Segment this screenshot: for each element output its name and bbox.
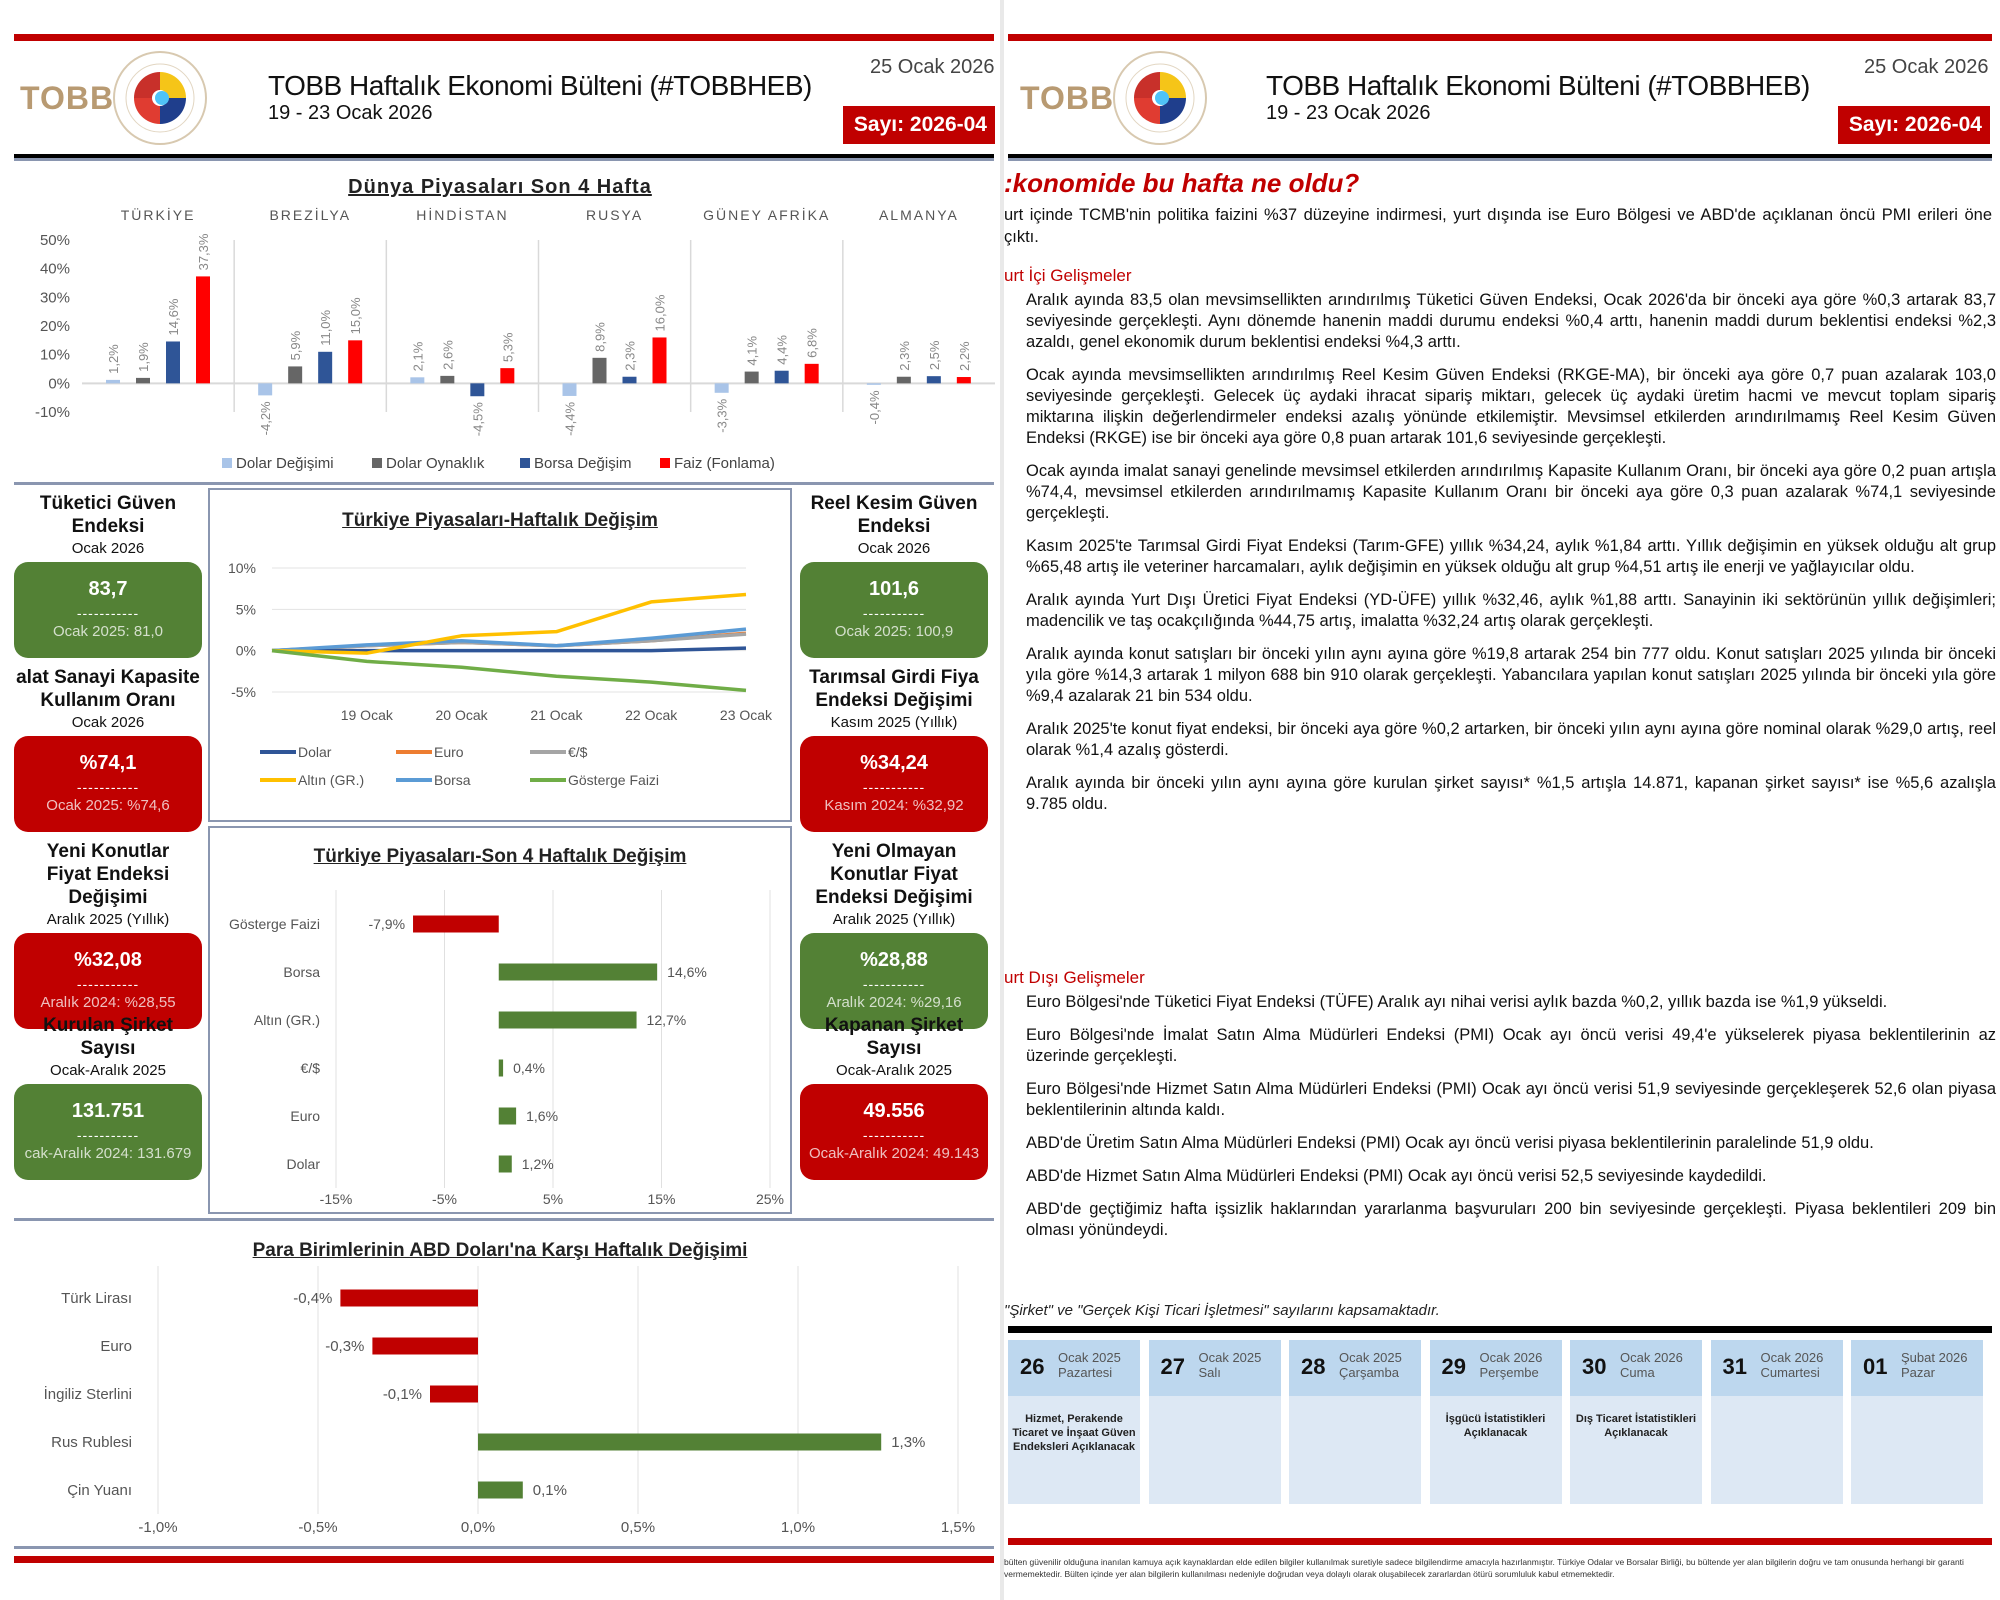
calendar-day-header <box>1430 1340 1562 1396</box>
data-label: 11,0% <box>318 309 334 346</box>
disclaimer: bülten güvenilir olduğuna inanılan kamuya açık kaynaklardan elde edilen bilgiler kullanılmak suretiyle sadece bilgilendirme amacıyla hazırlanmıştır. Türkiye Odalar ve Borsalar Birliği, bu bültende yer alan bilgilerin doğru ve tam onusunda herhangi bir garanti vermemektedir. Bülten içinde yer alan bilgilerin kullanılması nedeniyle doğrudan veya dolaylı olarak oluşabilecek zararlardan ötürü sorumluluk kabul etmemektedir. <box>1004 1557 1964 1579</box>
bottom-red-rule <box>1008 1538 1992 1545</box>
category-label: Borsa <box>283 964 320 980</box>
bar <box>136 378 150 383</box>
kpi-period: Ocak-Aralık 2025 <box>836 1062 952 1079</box>
legend-label: Borsa <box>434 772 471 788</box>
calendar-day-meta <box>1901 1350 1968 1380</box>
legend-label: Altın (GR.) <box>298 772 365 788</box>
bar <box>348 340 362 383</box>
calendar-month: Ocak 2025 <box>1339 1350 1402 1365</box>
kpi-title-line: Tarımsal Girdi Fiya <box>809 667 979 688</box>
kpi-divider: ----------- <box>862 779 926 795</box>
bar <box>196 276 210 383</box>
bulletin-page-news <box>1004 0 2000 1600</box>
world-markets-chart <box>0 200 1000 480</box>
bar <box>499 1012 637 1029</box>
kpi-period: Aralık 2025 (Yıllık) <box>832 911 956 928</box>
foreign-heading: urt Dışı Gelişmeler <box>1004 968 1145 987</box>
kpi-divider: ----------- <box>862 1127 926 1143</box>
category-label: Rus Rublesi <box>51 1434 132 1451</box>
bar <box>593 358 607 384</box>
x-tick-label: 25% <box>755 1191 785 1207</box>
bar <box>499 964 657 981</box>
calendar-month: Ocak 2026 <box>1479 1350 1543 1365</box>
bar <box>288 366 302 383</box>
calendar-day-meta <box>1199 1350 1262 1380</box>
bar <box>106 380 120 383</box>
bar <box>499 1156 512 1173</box>
kpi-value: 83,7 <box>88 578 128 600</box>
data-label: -0,4% <box>293 1290 333 1307</box>
data-label: 4,4% <box>774 335 790 365</box>
kpi-divider: ----------- <box>76 779 140 795</box>
series-line <box>272 651 746 691</box>
bar <box>413 916 499 933</box>
bar <box>340 1290 478 1307</box>
bar <box>318 352 332 384</box>
bulletin-date: 25 Ocak 2026 <box>1864 56 1989 78</box>
bar <box>478 1482 523 1499</box>
kpi-period: Ocak 2026 <box>857 540 931 557</box>
kpi-title-line: Kurulan Şirket <box>43 1015 173 1036</box>
kpi-title-line: Reel Kesim Güven <box>810 493 978 514</box>
y-tick-label: -5% <box>231 684 256 700</box>
bulletin-title: TOBB Haftalık Ekonomi Bülteni (#TOBBHEB) <box>268 70 812 101</box>
four-week-bar-chart <box>210 880 790 1210</box>
data-label: -4,2% <box>258 401 274 436</box>
calendar-day <box>1289 1340 1421 1504</box>
y-tick-label: 20% <box>39 318 70 335</box>
calendar-weekday: Cumartesi <box>1760 1365 1820 1380</box>
data-label: -0,3% <box>325 1338 365 1355</box>
category-label: Gösterge Faizi <box>228 916 320 932</box>
data-label: 14,6% <box>166 298 181 336</box>
kpi-previous: Ocak 2025: 100,9 <box>834 623 954 640</box>
calendar-weekday: Perşembe <box>1479 1365 1539 1380</box>
news-paragraph: ABD'de geçtiğimiz hafta işsizlik haklarından yararlanma başvuruları 200 bin seviyesinde gerçekleşti. Piyasa beklentileri 209 bin olması yönündeydi. <box>1026 1200 1996 1239</box>
header-black-rule <box>1008 154 1992 161</box>
kpi-card <box>14 562 202 658</box>
category-label: İngiliz Sterlini <box>43 1386 132 1403</box>
calendar-day <box>1008 1340 1140 1504</box>
news-paragraph: ABD'de Hizmet Satın Alma Müdürleri Endeksi (PMI) Ocak ayı öncü verisi 52,5 seviyesinde kaydedildi. <box>1026 1167 1767 1185</box>
calendar-day <box>1149 1340 1281 1504</box>
issue-badge: Sayı: 2026-04 <box>1838 106 1990 144</box>
x-tick-label: 1,0% <box>780 1519 816 1536</box>
data-label: 8,9% <box>592 322 608 352</box>
calendar-month: Ocak 2026 <box>1760 1350 1824 1365</box>
kpi-title-line: Endeksi <box>71 516 145 537</box>
news-paragraph: Ocak ayında imalat sanayi genelinde mevsimsel etkilerden arındırılmış Kapasite Kullanım Oranı, bir önceki aya göre 0,2 puan artışla %74,4, mevsimsel etkilerden arındırılmamış Kapasite Kullanım Oranı bir önceki aya göre 0,3 puan azalarak %74,1 seviyesinde gerçekleşti. <box>1026 462 1996 522</box>
legend-label: Gösterge Faizi <box>568 772 660 788</box>
legend-label: Borsa Değişim <box>534 455 632 472</box>
category-label: ALMANYA <box>878 207 959 223</box>
kpi-title-line: Yeni Olmayan <box>831 841 957 862</box>
calendar-day <box>1570 1340 1702 1504</box>
bulletin-period: 19 - 23 Ocak 2026 <box>268 102 433 124</box>
bar <box>500 368 514 383</box>
calendar-month: Ocak 2026 <box>1620 1350 1683 1365</box>
section-divider <box>14 1218 994 1221</box>
kpi-value: 101,6 <box>868 578 920 600</box>
bar <box>440 376 454 383</box>
legend-label: Faiz (Fonlama) <box>674 455 775 472</box>
kpi-card <box>14 1084 202 1180</box>
kpi-period: Ocak 2026 <box>71 540 145 557</box>
kpi-value: 49.556 <box>863 1100 925 1122</box>
data-label: 1,3% <box>891 1434 926 1451</box>
data-label: 0,4% <box>513 1060 546 1076</box>
y-tick-label: 10% <box>39 346 70 364</box>
data-label: 4,1% <box>744 335 760 366</box>
currency-bar-chart <box>0 1266 1000 1542</box>
x-tick-label: 21 Ocak <box>530 707 583 723</box>
bar <box>653 337 667 383</box>
calendar-month: Ocak 2025 <box>1058 1350 1121 1365</box>
news-paragraph: Aralık ayında bir önceki yılın aynı ayına göre kurulan şirket sayısı* %1,5 artışla 14.871, kapanan şirket sayısı* ise %5,6 azalışla 9.785 oldu. <box>1026 774 1996 813</box>
kpi-previous: Ocak 2025: %74,6 <box>46 797 170 814</box>
kpi-title-line: Sayısı <box>80 1038 136 1059</box>
issue-badge: Sayı: 2026-04 <box>843 106 995 144</box>
calendar-day <box>1711 1340 1843 1504</box>
bar <box>867 383 881 385</box>
calendar-event: Dış Ticaret İstatistikleri Açıklanacak <box>1575 1413 1697 1439</box>
calendar-weekday: Çarşamba <box>1339 1365 1399 1380</box>
calendar-day-header <box>1149 1340 1281 1396</box>
bar <box>258 383 272 395</box>
data-label: 1,2% <box>521 1156 554 1172</box>
bar <box>745 372 759 384</box>
bottom-red-rule <box>14 1556 994 1563</box>
kpi-title-line: alat Sanayi Kapasite <box>16 667 200 688</box>
calendar-day-meta <box>1761 1350 1824 1380</box>
news-intro: urt içinde TCMB'nin politika faizini %37 düzeyine indirmesi, yurt dışında ise Euro Bölgesi ve ABD'de açıklanan öncü PMI erileri öne çıktı. <box>1004 206 1992 246</box>
kpi-card <box>800 562 988 658</box>
calendar-day-meta <box>1339 1350 1402 1380</box>
y-tick-label: 5% <box>235 601 256 618</box>
foreign-news-list <box>1026 992 1996 1253</box>
kpi-value: %34,24 <box>860 752 928 774</box>
kpi-card <box>14 736 202 832</box>
calendar-day-meta <box>1058 1350 1121 1380</box>
calendar-weekday: Salı <box>1198 1365 1221 1380</box>
category-label: Euro <box>290 1108 320 1124</box>
category-label: €/$ <box>300 1060 320 1076</box>
news-paragraph: Ocak ayında mevsimsellikten arındırılmış Reel Kesim Güven Endeksi (RKGE-MA), bir önceki aya göre 0,7 puan azalarak 103,0 seviyesinde gerçekleşti. Gelecek üç aydaki ihracat sipariş miktarı, gelecek üç aydaki üretim hacmi ve mevcut toplam sipariş miktarına ilişkin değerlendirmeler endeksi azalış yönünde etkilemiştir. Mevsimsel etkilerden arındırılmamış Reel Kesim Güven Endeksi (RKGE) ise bir önceki aya göre 0,8 puan artarak 101,6 seviyesinde gerçekleşti. <box>1026 366 1996 447</box>
kpi-value: %74,1 <box>79 752 137 774</box>
kpi-divider: ----------- <box>862 605 926 621</box>
calendar-day-header <box>1008 1340 1140 1396</box>
kpi-period: Ocak-Aralık 2025 <box>50 1062 166 1079</box>
kpi-divider: ----------- <box>76 1127 140 1143</box>
category-label: GÜNEY AFRİKA <box>703 207 831 223</box>
kpi-value: 131.751 <box>71 1100 145 1122</box>
category-label: Çin Yuanı <box>67 1482 132 1499</box>
data-label: 2,6% <box>440 340 456 370</box>
x-tick-label: 0,5% <box>620 1519 656 1536</box>
x-tick-label: 23 Ocak <box>719 707 773 723</box>
kpi-previous: Ocak 2025: 81,0 <box>52 623 164 640</box>
calendar-day-number: 29 <box>1441 1354 1466 1379</box>
calendar-day <box>1430 1340 1562 1504</box>
calendar-day-meta <box>1480 1350 1543 1380</box>
calendar-day-number: 26 <box>1020 1354 1045 1379</box>
category-label: TÜRKİYE <box>120 207 196 223</box>
category-label: Dolar <box>286 1156 320 1172</box>
kpi-title-line: Kapanan Şirket <box>824 1015 964 1036</box>
calendar-month: Ocak 2025 <box>1198 1350 1262 1365</box>
bar <box>623 377 637 384</box>
news-paragraph: Aralık ayında konut satışları bir önceki yılın aynı ayına göre %19,8 artarak 254 bin 777 oldu. Konut satışları 2025 yılında bir önceki yıla göre %14,3 artarak 1 milyon 688 bin 910 olarak gerçekleşti. Yabancılara yapılan konut satışları 2025 yılında bir önceki yıla göre %9,4 azalarak 21 bin 534 oldu. <box>1026 645 1996 705</box>
news-paragraph: Aralık ayında Yurt Dışı Üretici Fiyat Endeksi (YD-ÜFE) yıllık %32,46, aylık %1,88 arttı. Sanayinin iki sektörünün yıllık değişimleri; madencilik ve taş ocakçılığında %44,75 artış, imalatta %32,24 artış olarak gerçekleşti. <box>1026 591 1996 630</box>
kpi-previous: cak-Aralık 2024: 131.679 <box>24 1145 192 1162</box>
kpi-period: Aralık 2025 (Yıllık) <box>46 911 170 928</box>
bulletin-date: 25 Ocak 2026 <box>870 56 995 78</box>
data-label: 12,7% <box>646 1012 687 1028</box>
kpi-title-line: Endeksi Değişimi <box>815 887 973 908</box>
data-label: 15,0% <box>348 297 364 335</box>
domestic-heading: urt İçi Gelişmeler <box>1004 266 1132 285</box>
data-label: 5,9% <box>288 330 304 361</box>
calendar-weekday: Pazartesi <box>1058 1365 1113 1380</box>
bar <box>499 1060 503 1077</box>
x-tick-label: 15% <box>647 1191 676 1207</box>
y-tick-label: -10% <box>34 404 70 421</box>
x-tick-label: 5% <box>542 1191 564 1207</box>
data-label: 1,2% <box>106 344 121 374</box>
domestic-news-list <box>1026 290 1996 827</box>
x-tick-label: 1,5% <box>940 1519 976 1536</box>
bar <box>372 1338 478 1355</box>
four-week-chart-title: Türkiye Piyasaları-Son 4 Haftalık Değişim <box>313 846 687 867</box>
news-paragraph: Aralık 2025'te konut fiyat endeksi, bir önceki aya göre %0,2 artarken, bir önceki yılın aynı ayına göre nominal olarak %29,0 artış, reel olarak %1,4 azalış gösterdi. <box>1026 720 1996 759</box>
data-label: 5,3% <box>500 332 516 363</box>
calendar-month: Şubat 2026 <box>1901 1350 1968 1365</box>
y-tick-label: 40% <box>39 260 70 278</box>
data-label: -4,5% <box>470 402 486 437</box>
weekly-chart-title: Türkiye Piyasaları-Haftalık Değişim <box>342 510 658 531</box>
bar <box>957 377 971 383</box>
data-label: 2,3% <box>622 341 638 371</box>
news-paragraph: Aralık ayında 83,5 olan mevsimsellikten arındırılmış Tüketici Güven Endeksi, Ocak 2026'da bir önceki aya göre %0,3 artarak 83,7 seviyesinde gerçekleşti. Aynı dönemde hanenin maddi durumu endeksi %0,4 arttı, hanenin maddi durum beklentisi endeksi %2,3 azaldı, genel ekonomik durum beklentisi endeksi %4,3 arttı. <box>1026 291 1996 351</box>
kpi-previous: Ocak-Aralık 2024: 49.143 <box>808 1145 980 1162</box>
calendar-black-rule <box>1008 1326 1992 1333</box>
data-label: 2,2% <box>956 341 972 372</box>
kpi-title-line: Endeksi <box>857 516 931 537</box>
x-tick-label: 19 Ocak <box>340 707 393 723</box>
legend-swatch <box>222 458 232 468</box>
kpi-title-line: Fiyat Endeksi <box>46 864 170 885</box>
news-heading: :konomide bu hafta ne oldu? <box>1004 168 1360 198</box>
calendar-weekday: Pazar <box>1901 1365 1935 1380</box>
legend-label: Dolar Değişimi <box>236 455 334 472</box>
kpi-divider: ----------- <box>862 976 926 992</box>
kpi-card <box>800 1084 988 1180</box>
legend-label: €/$ <box>568 744 588 760</box>
data-label: 2,1% <box>410 341 426 372</box>
kpi-period: Ocak 2026 <box>71 714 145 731</box>
calendar-weekday: Cuma <box>1620 1365 1655 1380</box>
y-tick-label: 50% <box>39 232 70 249</box>
y-tick-label: 30% <box>39 289 70 307</box>
legend-swatch <box>520 458 530 468</box>
bulletin-period: 19 - 23 Ocak 2026 <box>1266 102 1431 124</box>
bar <box>410 377 424 383</box>
calendar-day-number: 31 <box>1722 1354 1747 1379</box>
data-label: -7,9% <box>368 916 406 932</box>
tobb-seal-icon <box>1112 50 1208 146</box>
bar <box>563 383 577 396</box>
bar <box>805 364 819 383</box>
bar <box>470 383 484 396</box>
bar <box>927 376 941 383</box>
calendar-day-header <box>1711 1340 1843 1396</box>
top-red-rule <box>1008 34 1992 41</box>
data-label: 1,9% <box>136 342 151 372</box>
calendar-day-number: 01 <box>1863 1354 1888 1379</box>
data-label: 37,3% <box>196 233 211 271</box>
legend-swatch <box>660 458 670 468</box>
news-paragraph: ABD'de Üretim Satın Alma Müdürleri Endeksi (PMI) Ocak ayı öncü verisi piyasa beklentilerinin paralelinde 51,9 oldu. <box>1026 1134 1874 1152</box>
category-label: RUSYA <box>585 207 644 223</box>
bar <box>499 1108 516 1125</box>
x-tick-label: -15% <box>319 1191 353 1207</box>
kpi-previous: Aralık 2024: %28,55 <box>40 994 176 1011</box>
data-label: -0,4% <box>866 390 882 425</box>
header-black-rule <box>14 154 994 161</box>
calendar-day-meta <box>1620 1350 1683 1380</box>
tobb-logo-text: TOBB <box>20 80 115 116</box>
kpi-value: %28,88 <box>860 949 928 971</box>
kpi-divider: ----------- <box>76 976 140 992</box>
weekly-chart-panel <box>208 488 792 822</box>
x-tick-label: -5% <box>432 1191 457 1207</box>
kpi-title-line: Konutlar Fiyat <box>830 864 958 885</box>
bar <box>897 377 911 384</box>
kpi-title-line: Değişimi <box>68 887 148 908</box>
data-label: 14,6% <box>667 964 707 980</box>
data-label: 2,3% <box>896 341 912 371</box>
news-paragraph: Kasım 2025'te Tarımsal Girdi Fiyat Endeksi (Tarım-GFE) yıllık %34,24, aylık %1,84 arttı. Yıllık değişimin en yüksek olduğu alt grup %65,48 artış ile veteriner harcamaları, aylık değişimin en yüksek olduğu alt grup %4,51 artış ile enerji ve yağlayıcılar oldu. <box>1026 537 1996 576</box>
kpi-title-line: Kullanım Oranı <box>40 690 176 711</box>
calendar-day-number: 27 <box>1160 1354 1185 1379</box>
news-paragraph: Euro Bölgesi'nde Tüketici Fiyat Endeksi (TÜFE) Aralık ayı nihai verisi aylık bazda %0,2, yıllık bazda ise %1,9 yükseldi. <box>1026 993 1888 1011</box>
top-red-rule <box>14 34 994 41</box>
x-tick-label: 22 Ocak <box>625 707 678 723</box>
bar <box>430 1386 478 1403</box>
bulletin-title: TOBB Haftalık Ekonomi Bülteni (#TOBBHEB) <box>1266 70 1810 101</box>
legend-swatch <box>372 458 382 468</box>
bar <box>775 371 789 384</box>
kpi-title-line: Sayısı <box>866 1038 922 1059</box>
section-divider <box>14 482 994 485</box>
footnote: "Şirket" ve "Gerçek Kişi Ticari İşletmesi" sayılarını kapsamaktadır. <box>1004 1302 1440 1319</box>
bar <box>478 1434 881 1451</box>
kpi-card <box>800 736 988 832</box>
category-label: Türk Lirası <box>61 1290 132 1307</box>
calendar-day-header <box>1289 1340 1421 1396</box>
category-label: BREZİLYA <box>269 207 352 223</box>
kpi-previous: Kasım 2024: %32,92 <box>824 797 964 814</box>
x-tick-label: 20 Ocak <box>435 707 488 723</box>
calendar-day-header <box>1851 1340 1983 1396</box>
legend-label: Euro <box>434 744 464 760</box>
news-paragraph: Euro Bölgesi'nde İmalat Satın Alma Müdürleri Endeksi (PMI) Ocak ayı öncü verisi 49,4'e yükselerek piyasa beklentilerinin az üzerinde gerçekleşti. <box>1026 1026 1996 1065</box>
y-tick-label: 10% <box>227 560 256 576</box>
y-tick-label: 0% <box>48 375 70 393</box>
data-label: -4,4% <box>562 401 578 436</box>
legend-label: Dolar Oynaklık <box>386 455 485 472</box>
currency-chart-title: Para Birimlerinin ABD Doları'na Karşı Haftalık Değişimi <box>252 1240 748 1261</box>
kpi-title-line: Tüketici Güven <box>39 493 177 514</box>
kpi-divider: ----------- <box>76 605 140 621</box>
legend-label: Dolar <box>298 744 332 760</box>
kpi-value: %32,08 <box>74 949 142 971</box>
x-tick-label: -0,5% <box>298 1519 338 1536</box>
data-label: -3,3% <box>714 398 730 433</box>
kpi-title-line: Endeksi Değişimi <box>815 690 973 711</box>
bottom-blue-rule <box>14 1546 994 1549</box>
category-label: HİNDİSTAN <box>416 207 509 223</box>
data-label: 2,5% <box>926 340 942 371</box>
weekly-line-chart <box>210 540 790 820</box>
tobb-logo-text: TOBB <box>1020 80 1115 116</box>
data-label: 0,1% <box>532 1482 568 1499</box>
kpi-title-line: Yeni Konutlar <box>46 841 170 862</box>
calendar-day <box>1851 1340 1983 1504</box>
category-label: Euro <box>100 1338 132 1355</box>
data-label: 16,0% <box>652 294 668 332</box>
calendar-day-header <box>1570 1340 1702 1396</box>
data-label: 1,6% <box>526 1108 559 1124</box>
data-label: -0,1% <box>382 1386 422 1403</box>
calendar-event: İşgücü İstatistikleri Açıklanacak <box>1445 1413 1546 1439</box>
four-week-chart-panel <box>208 826 792 1214</box>
category-label: Altın (GR.) <box>253 1012 320 1028</box>
bar <box>166 341 180 383</box>
data-label: 6,8% <box>804 328 820 358</box>
kpi-previous: Aralık 2024: %29,16 <box>826 994 962 1011</box>
y-tick-label: 0% <box>235 642 256 659</box>
calendar-day-number: 30 <box>1582 1354 1607 1379</box>
tobb-seal-icon <box>112 50 208 146</box>
news-paragraph: Euro Bölgesi'nde Hizmet Satın Alma Müdürleri Endeksi (PMI) Ocak ayı öncü verisi 51,9 seviyesinde gerçekleşerek 52,6 olan piyasa beklentilerinin altında kaldı. <box>1026 1080 1996 1119</box>
x-tick-label: 0,0% <box>460 1519 496 1536</box>
calendar-event: Hizmet, Perakende Ticaret ve İnşaat Güven Endeksleri Açıklanacak <box>1012 1413 1136 1453</box>
kpi-period: Kasım 2025 (Yıllık) <box>830 714 958 731</box>
world-chart-title: Dünya Piyasaları Son 4 Hafta <box>348 176 652 198</box>
bar <box>715 383 729 392</box>
calendar-day-number: 28 <box>1301 1354 1326 1379</box>
x-tick-label: -1,0% <box>138 1519 178 1536</box>
